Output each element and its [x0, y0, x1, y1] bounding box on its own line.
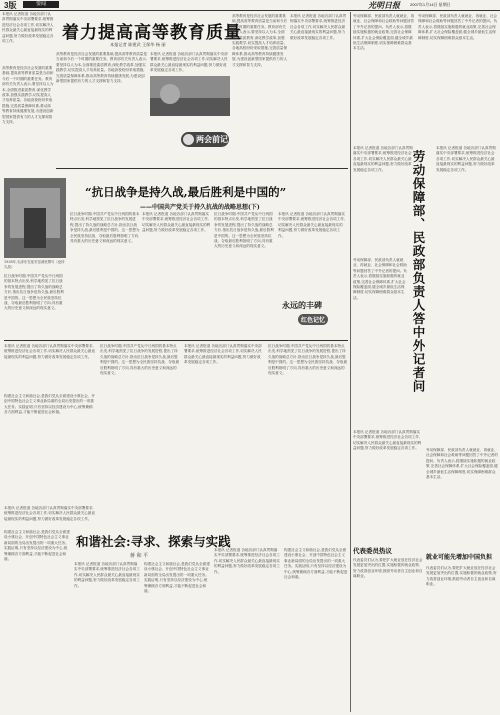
masthead	[0, 0, 500, 10]
harmony-byline: 蒋 和 平	[130, 553, 149, 559]
sidebar-heading2: 就业可能先增加中国负担	[426, 554, 493, 561]
education-body: 本报讯 记者报道 各地各部门认真贯彻落实中央部署要求,统筹推进经济社会各项工作,切实解决人民群众最关心最直接最现实的利益问题,努力做好改革发展稳定各项工作。	[150, 52, 228, 73]
lower-mid-text: 本报讯 记者报道 各地各部门认真贯彻落实中央部署要求,统筹推进经济社会各项工作,切实解决人民群众最关心最直接最现实的利益问题,努力做好改革发展稳定各项工作。	[184, 344, 262, 365]
education-body: 高等教育是经济社会发展的重要基础,提高高等教育质量是当前和今后一个时期的重要任务。教育部有关负责人表示,要坚持以人为本,全面推进素质教育,深化教学改革,加强实践教学,切实提高人才培养质量。各地高校纷纷采取措施,完善质量保障体系,推动高等教育持续健康发展,为建设创新型国家提供有力的人才支撑和智力支持。	[56, 52, 147, 84]
column-divider	[350, 12, 351, 712]
war-body: 抗日战争时期,中国共产党从中日两国的基本特点出发,科学地预见了抗日战争的发展进程,提出了持久战的战略总方针,指出抗日战争是持久战,最后胜利是中国的。这一思想为全民族坚持抗战、夺取最后胜利指明了方向,具有重大的历史意义和深远的现实意义。	[4, 274, 64, 311]
issue-date: 2007年1月14日 星期日	[410, 2, 451, 7]
paper-logo: 光明日报	[368, 0, 400, 10]
memorial-line1: 永远的丰碑	[282, 300, 322, 310]
left-column-text: 高等教育是经济社会发展的重要基础,提高高等教育质量是当前和今后一个时期的重要任务。教育部有关负责人表示,要坚持以人为本,全面推进素质教育,深化教学改革,加强实践教学,切实提高人才培养质量。各地高校纷纷采取措施,完善质量保障体系,推动高等教育持续健康发展,为建设创新型国家提供有力的人才支撑和智力支持。	[2, 66, 54, 125]
section-label: 要闻	[35, 1, 46, 7]
war-body: 本报讯 记者报道 各地各部门认真贯彻落实中央部署要求,统筹推进经济社会各项工作,切实解决人民群众最关心最直接最现实的利益问题,努力做好改革发展稳定各项工作。	[142, 212, 211, 233]
harmony-body: 构建社会主义和谐社会,是我们党从全面建设小康社会、开创中国特色社会主义事业新局面的全局出发提出的一项重大任务。实践证明,只有坚持以经济建设为中心,统筹兼顾各方面利益,才能不断促进社会和谐。	[144, 562, 210, 594]
lianghui-icon	[183, 134, 194, 145]
lianghui-photo	[150, 76, 230, 116]
lower-left-text: 本报讯 记者报道 各地各部门认真贯彻落实中央部署要求,统筹推进经济社会各项工作,切实解决人民群众最关心最直接最现实的利益问题,努力做好改革发展稳定各项工作。	[4, 344, 95, 359]
sidebar-heading1: 代表委员热议	[353, 547, 392, 555]
labor-body: 劳动保障部、民政部负责人就就业、再就业、社会保障和社会救助等问题回答了中外记者的提问。负责人表示,将继续实施积极的就业政策,完善社会保障体系,扩大社会保险覆盖面,健全城乡最低生活保障制度,切实保障困难群众基本生活。	[426, 448, 498, 480]
war-photo	[4, 178, 66, 258]
labor-body: 劳动保障部、民政部负责人就就业、再就业、社会保障和社会救助等问题回答了中外记者的提问。负责人表示,将继续实施积极的就业政策,完善社会保障体系,扩大社会保险覆盖面,健全城乡最低生活保障制度,切实保障困难群众基本生活。	[353, 14, 415, 51]
labor-body: 劳动保障部、民政部负责人就就业、再就业、社会保障和社会救助等问题回答了中外记者的提问。负责人表示,将继续实施积极的就业政策,完善社会保障体系,扩大社会保险覆盖面,健全城乡最低生活保障制度,切实保障困难群众基本生活。	[418, 14, 498, 40]
harmony-body: 构建社会主义和谐社会,是我们党从全面建设小康社会、开创中国特色社会主义事业新局面的全局出发提出的一项重大任务。实践证明,只有坚持以经济建设为中心,统筹兼顾各方面利益,才能不断促进社会和谐。	[4, 530, 70, 562]
sidebar-heading	[426, 552, 498, 561]
left-column-text: 本报讯 记者报道 各地各部门认真贯彻落实中央部署要求,统筹推进经济社会各项工作,切实解决人民群众最关心最直接最现实的利益问题,努力做好改革发展稳定各项工作。	[2, 12, 54, 44]
memorial-line2: 红色记忆	[298, 314, 328, 325]
war-title: “抗日战争是持久战,最后胜利是中国的”	[85, 185, 287, 199]
lower-left-text: 构建社会主义和谐社会,是我们党从全面建设小康社会、开创中国特色社会主义事业新局面的全局出发提出的一项重大任务。实践证明,只有坚持以经济建设为中心,统筹兼顾各方面利益,才能不断促进社会和谐。	[4, 394, 95, 415]
sidebar-body: 代表委员们认为,要把扩大就业放在经济社会发展更加突出的位置,实施积极的就业政策,努力改善创业环境,鼓励劳动者自主创业和自谋职业。	[353, 558, 423, 579]
education-title: 着力提高高等教育质量	[62, 23, 242, 43]
lower-mid-text: 抗日战争时期,中国共产党从中日两国的基本特点出发,科学地预见了抗日战争的发展进程,提出了持久战的战略总方针,指出抗日战争是持久战,最后胜利是中国的。这一思想为全民族坚持抗战、夺取最后胜利指明了方向,具有重大的历史意义和深远的现实意义。	[100, 344, 180, 376]
labor-title: 劳动保障部、民政部负责人答中外记者问	[411, 150, 426, 393]
labor-body: 劳动保障部、民政部负责人就就业、再就业、社会保障和社会救助等问题回答了中外记者的提问。负责人表示,将继续实施积极的就业政策,完善社会保障体系,扩大社会保险覆盖面,健全城乡最低生活保障制度,切实保障困难群众基本生活。	[353, 258, 407, 300]
labor-body: 本报讯 记者报道 各地各部门认真贯彻落实中央部署要求,统筹推进经济社会各项工作,切实解决人民群众最关心最直接最现实的利益问题,努力做好改革发展稳定各项工作。	[353, 146, 413, 172]
war-body: 抗日战争时期,中国共产党从中日两国的基本特点出发,科学地预见了抗日战争的发展进程,提出了持久战的战略总方针,指出抗日战争是持久战,最后胜利是中国的。这一思想为全民族坚持抗战、夺取最后胜利指明了方向,具有重大的历史意义和深远的现实意义。	[70, 212, 140, 244]
harmony-title: 和谐社会:寻求、探索与实践	[76, 534, 231, 549]
war-body: 抗日战争时期,中国共产党从中日两国的基本特点出发,科学地预见了抗日战争的发展进程,提出了持久战的战略总方针,指出抗日战争是持久战,最后胜利是中国的。这一思想为全民族坚持抗战、夺取最后胜利指明了方向,具有重大的历史意义和深远的现实意义。	[214, 212, 274, 249]
lower-left-text: 本报讯 记者报道 各地各部门认真贯彻落实中央部署要求,统筹推进经济社会各项工作,切实解决人民群众最关心最直接最现实的利益问题,努力做好改革发展稳定各项工作。	[4, 506, 95, 521]
harmony-body: 本报讯 记者报道 各地各部门认真贯彻落实中央部署要求,统筹推进经济社会各项工作,切实解决人民群众最关心最直接最现实的利益问题,努力做好改革发展稳定各项工作。	[214, 548, 280, 574]
lower-mid-text: 抗日战争时期,中国共产党从中日两国的基本特点出发,科学地预见了抗日战争的发展进程,提出了持久战的战略总方针,指出抗日战争是持久战,最后胜利是中国的。这一思想为全民族坚持抗战、夺取最后胜利指明了方向,具有重大的历史意义和深远的现实意义。	[268, 344, 348, 376]
memorial-badge	[280, 300, 344, 336]
education-byline: 本报记者 陈建武 王保华 杨 丽	[110, 42, 166, 47]
labor-body: 本报讯 记者报道 各地各部门认真贯彻落实中央部署要求,统筹推进经济社会各项工作,切实解决人民群众最关心最直接最现实的利益问题,努力做好改革发展稳定各项工作。	[353, 430, 422, 451]
masthead-rule	[0, 10, 500, 11]
lianghui-badge	[181, 132, 229, 147]
section-rule	[56, 168, 348, 169]
sidebar-heading	[353, 546, 423, 555]
lianghui-label: 两会前记	[196, 134, 228, 144]
harmony-body: 本报讯 记者报道 各地各部门认真贯彻落实中央部署要求,统筹推进经济社会各项工作,切实解决人民群众最关心最直接最现实的利益问题,努力做好改革发展稳定各项工作。	[74, 562, 140, 588]
labor-body: 本报讯 记者报道 各地各部门认真贯彻落实中央部署要求,统筹推进经济社会各项工作,切实解决人民群众最关心最直接最现实的利益问题,努力做好改革发展稳定各项工作。	[436, 146, 496, 172]
education-body: 高等教育是经济社会发展的重要基础,提高高等教育质量是当前和今后一个时期的重要任务。教育部有关负责人表示,要坚持以人为本,全面推进素质教育,深化教学改革,加强实践教学,切实提高人才培养质量。各地高校纷纷采取措施,完善质量保障体系,推动高等教育持续健康发展,为建设创新型国家提供有力的人才支撑和智力支持。	[232, 14, 288, 67]
section-tab	[23, 1, 59, 8]
harmony-body: 构建社会主义和谐社会,是我们党从全面建设小康社会、开创中国特色社会主义事业新局面的全局出发提出的一项重大任务。实践证明,只有坚持以经济建设为中心,统筹兼顾各方面利益,才能不断促进社会和谐。	[284, 548, 348, 580]
sidebar-body: 代表委员们认为,要把扩大就业放在经济社会发展更加突出的位置,实施积极的就业政策,努力改善创业环境,鼓励劳动者自主创业和自谋职业。	[426, 566, 497, 587]
education-body: 本报讯 记者报道 各地各部门认真贯彻落实中央部署要求,统筹推进经济社会各项工作,切实解决人民群众最关心最直接最现实的利益问题,努力做好改革发展稳定各项工作。	[290, 14, 347, 40]
section-rule	[4, 340, 348, 341]
page-number: 3版	[4, 1, 17, 10]
war-body: 本报讯 记者报道 各地各部门认真贯彻落实中央部署要求,统筹推进经济社会各项工作,切实解决人民群众最关心最直接最现实的利益问题,努力做好改革发展稳定各项工作。	[278, 212, 345, 238]
war-subtitle: ——中国共产党关于持久抗战的战略思想(下)	[140, 204, 260, 211]
war-photo-caption: 1938年,毛泽东在延安窑洞里撰写《论持久战》	[4, 260, 65, 270]
